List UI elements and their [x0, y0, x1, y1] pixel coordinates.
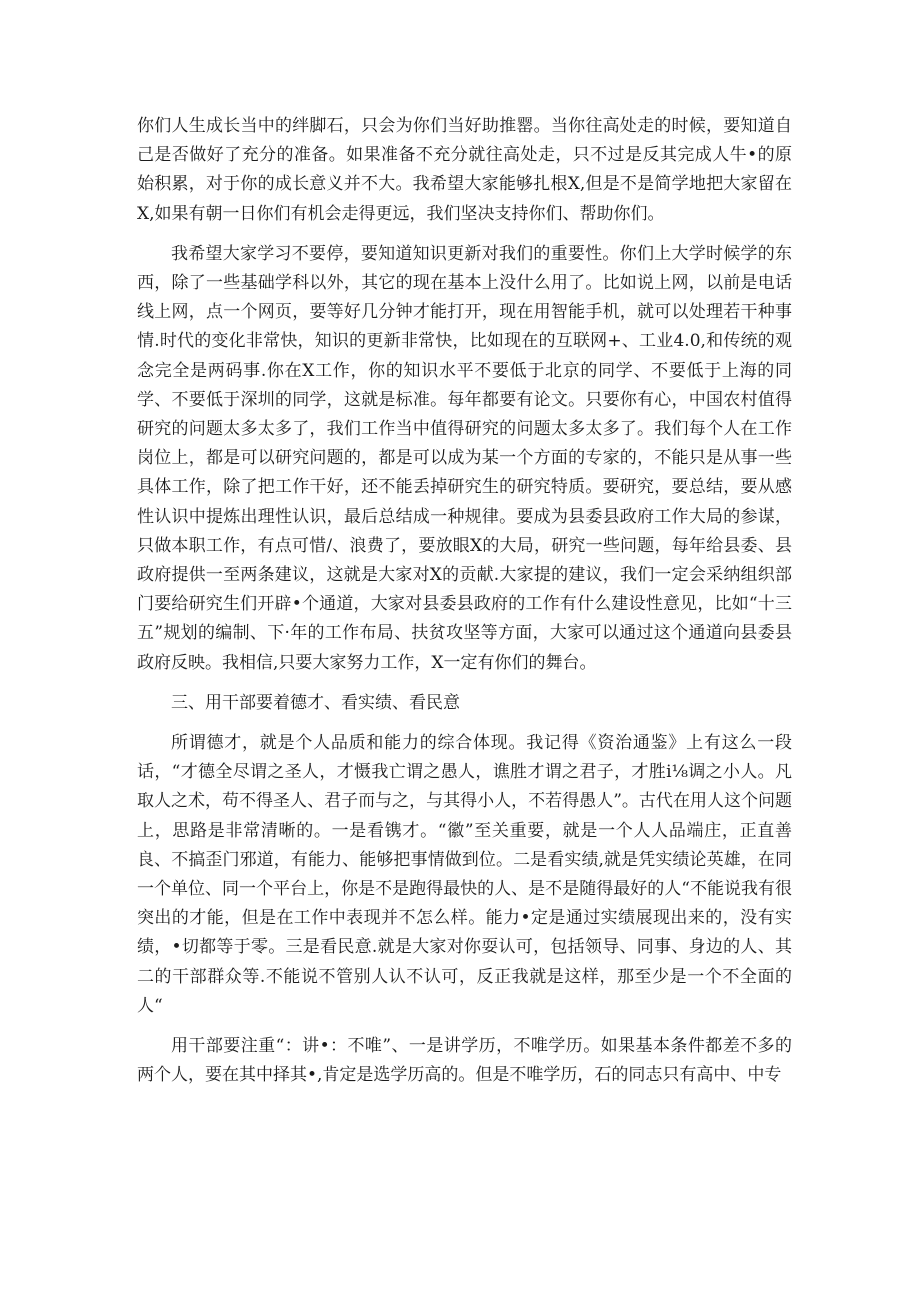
paragraph-1: 你们人生成长当中的绊脚石，只会为你们当好助推罂。当你往高处走的时候，要知道自己是否做好了充分的准备。如果准备不充分就往高处走，只不过是反其完成人牛•的原始积累，对于你的成长意义并不大。我希望大家能够扎根X,但是不是简学地把大家留在X,如果有朝一日你们有机会走得更远，我们坚决支持你们、帮助你们。: [137, 116, 792, 224]
paragraph-2: 我希望大家学习不要停，要知道知识更新对我们的重要性。你们上大学时候学的东西，除了一些基础学科以外，其它的现在基本上没什么用了。比如说上网，以前是电话线上网，点一个网页，要等好几分钟才能打开，现在用智能手机，就可以处理若干种事情.时代的变化非常快，知识的更新非常快，比如现在的互联网+、工业4.0,和传统的观念完全是两码事.你在X工作，你的知识水平不要低于北京的同学、不要低于上海的同学、不要低于深圳的同学，这就是标准。每年都要有论文。只要你有心，中国农村值得研究的问题太多太多了，我们工作当中值得研究的问题太多太多了。我们每个人在工作岗位上，都是可以研究问题的，都是可以成为某一个方面的专家的，不能只是从事一些具体工作，除了把工作干好，还不能丢掉研究生的研究特质。要研究，要总结，要从感性认识中提炼出理性认识，最后总结成一种规律。要成为县委县政府工作大局的参谋，只做本职工作，有点可惜/、浪费了，要放眼X的大局，研究一些问题，每年给县委、县政府提供一至两条建议，这就是大家对X的贡献.大家提的建议，我们一定会采纳组织部门要给研究生们开辟•个通道，大家对县委县政府的工作有什么建设性意见，比如“十三五”规划的编制、下·年的工作布局、扶贫攻坚等方面，大家可以通过这个通道向县委县政府反映。我相信,只要大家努力工作，X一定有你们的舞台。: [137, 243, 792, 673]
section-heading-3: 三、用干部要着德才、看实绩、看民意: [171, 692, 460, 713]
document-body: [137, 112, 792, 1102]
paragraph-4: 所谓德才，就是个人品质和能力的综合体现。我记得《资治通鉴》上有这么一段话，“才德全尽谓之圣人，才慑我亡谓之愚人，谯胜才谓之君子，才胜i⅛调之小人。凡取人之术，苟不得圣人、君子而与之，与其得小人，不若得愚人”。古代在用人这个问题上，思路是非常清晰的。一是看镌才。“徽”至关重要，就是一个人人品端庄，正直善良、不搞歪门邪道，有能力、能够把事情做到位。二是看实绩,就是凭实绩论英雄，在同一个单位、同一个平台上，你是不是跑得最快的人、是不是随得最好的人“不能说我有很突出的才能，但是在工作中表现并不怎么样。能力•定是通过实绩展现出来的，没有实绩，•切都等于零。三是看民意.就是大家对你耍认可，包括领导、同事、身边的人、其二的干部群众等.不能说不管别人认不认可，反正我就是这样，那至少是一个不全面的人“: [137, 733, 792, 1016]
paragraph-5: 用干部要注重“：讲•：不唯”、一是讲学历，不唯学历。如果基本条件都差不多的两个人，要在其中择其•,肯定是选学历高的。但是不唯学历，石的同志只有高中、中专: [137, 1036, 792, 1086]
